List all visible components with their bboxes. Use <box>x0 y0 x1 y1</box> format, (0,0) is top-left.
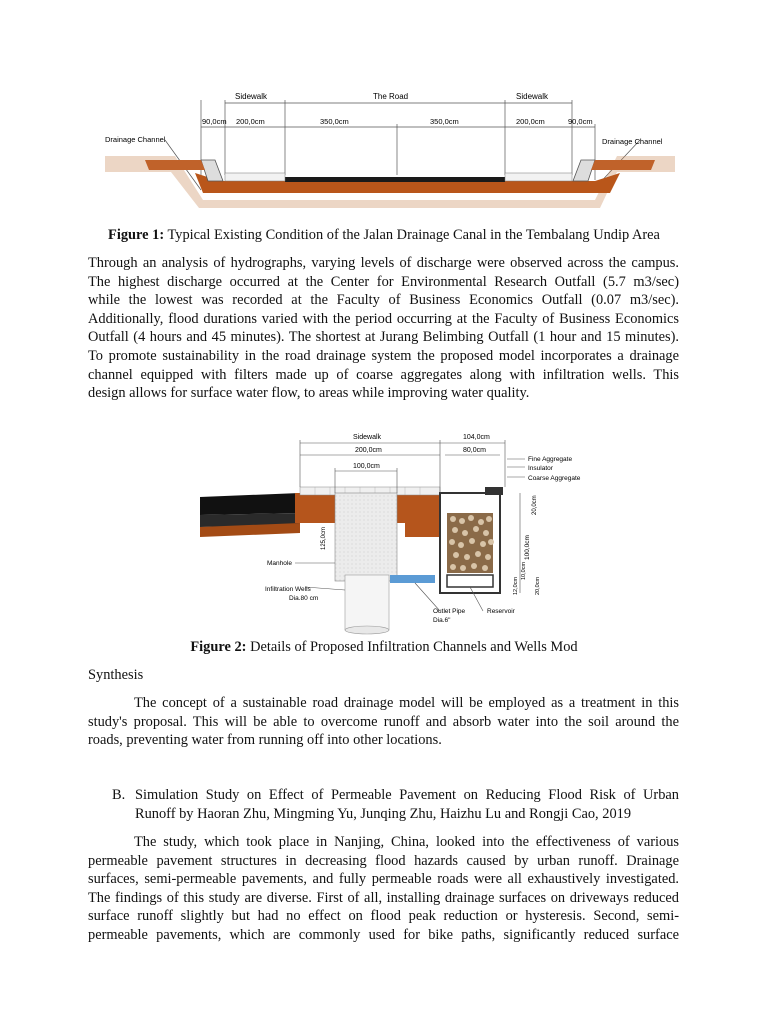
paragraph-line: while the lowest was recorded at the Faculty of Business Economics Outfall (0.07 m3/sec). <box>88 292 679 309</box>
paragraph-3 <box>88 833 679 945</box>
fig1-label-drainage-right: Drainage Channel <box>602 137 663 146</box>
figure-2-caption <box>88 639 680 656</box>
fig1-dim-90-left: 90,0cm <box>202 117 227 126</box>
fig2-dim-80: 80,0cm <box>463 447 486 454</box>
fig2-label-pipe-dia: Dia.6" <box>433 617 451 624</box>
fig2-label-insulator: Insulator <box>528 465 553 472</box>
paragraph-line: Through an analysis of hydrographs, varying levels of discharge were observed across the campus. <box>88 255 679 271</box>
paragraph-2 <box>88 694 679 750</box>
paragraph-line: surfaces, semi-permeable pavements, and fully permeable roads were all exhaustively investigated. <box>88 871 679 888</box>
fig2-dim-100: 100,0cm <box>353 463 380 470</box>
paragraph-line: The concept of a sustainable road drainage model will be employed as a treatment in this <box>134 695 679 711</box>
figure-2-caption-text: Details of Proposed Infiltration Channels and Wells Mod <box>246 639 578 655</box>
paragraph-line: surface runoff slightly but had no effect on flood peak reduction or hysteresis. Second, semi- <box>88 908 679 925</box>
synthesis-heading: Synthesis <box>88 667 144 683</box>
section-b-line: Simulation Study on Effect of Permeable Pavement on Reducing Flood Risk of Urban <box>135 787 679 803</box>
fig2-label-reservoir: Reservoir <box>487 608 515 615</box>
paragraph-line: The study, which took place in Nanjing, China, looked into the effectiveness of various <box>134 834 679 850</box>
paragraph-line: The highest discharge occurred at the Center for Environmental Research Outfall (5.7 m3/sec) <box>88 273 679 290</box>
fig2-dim-200: 200,0cm <box>355 447 382 454</box>
fig2-dim-20: 20,0cm <box>532 495 538 515</box>
fig2-dim-100v: 100,0cm <box>524 535 531 560</box>
fig1-dim-350-right: 350,0cm <box>430 117 459 126</box>
fig2-label-coarse-aggregate: Coarse Aggregate <box>528 475 581 482</box>
paragraph-line: The findings of this study are diverse. First of all, installing drainage surfaces on driveways reduced <box>88 889 679 906</box>
figure-2-infiltration-detail <box>195 415 615 635</box>
paragraph-line: permeable pavement structures in decreasing flood hazards caused by urban runoff. Drainage <box>88 852 679 869</box>
fig1-label-road: The Road <box>373 92 409 101</box>
fig2-label-outlet-pipe: Outlet Pipe <box>433 608 466 615</box>
fig1-dim-90-right: 90,0cm <box>568 117 593 126</box>
fig2-label-manhole: Manhole <box>267 560 292 567</box>
fig2-label-infiltration-wells: Infiltration Wells <box>265 586 311 593</box>
section-b-marker: B. <box>112 787 126 803</box>
figure-2-caption-label: Figure 2: <box>190 639 247 655</box>
figure-1-caption <box>88 227 680 244</box>
figure-1-caption-label: Figure 1: <box>108 227 165 243</box>
fig2-dim-10: 10,0cm <box>521 561 527 580</box>
paragraph-line: channel equipped with filters made up of coarse aggregates along with infiltration wells. This <box>88 366 679 383</box>
paragraph-line: roads, preventing water from running off into other locations. <box>88 732 442 749</box>
fig2-label-well-dia: Dia.80 cm <box>289 595 319 602</box>
figure-1-cross-section <box>105 80 675 230</box>
paragraph-line: permeable pavements, which are commonly used for bike paths, significantly reduced surface <box>88 926 679 943</box>
fig2-label-sidewalk: Sidewalk <box>353 434 382 441</box>
paragraph-line: design allows for surface water flow, to areas while improving water quality. <box>88 385 530 402</box>
fig1-label-sidewalk-right: Sidewalk <box>516 92 549 101</box>
paragraph-line: Additionally, flood durations varied with the period occurring at the Faculty of Business Economics <box>88 310 679 327</box>
fig1-dim-350-left: 350,0cm <box>320 117 349 126</box>
fig1-label-sidewalk-left: Sidewalk <box>235 92 268 101</box>
fig2-dim-20b: 20,0cm <box>535 576 541 595</box>
paragraph-line: To promote sustainability in the road drainage system the proposed model incorporates a drainage <box>88 347 679 364</box>
paragraph-line: Outfall (4 hours and 45 minutes). The shortest at Jurang Belimbing Outfall (1 hour and 15 minutes). <box>88 329 679 346</box>
fig2-dim-12: 12,0cm <box>513 576 519 595</box>
fig2-dim-125: 125,0cm <box>321 526 327 550</box>
fig1-dim-200-right: 200,0cm <box>516 117 545 126</box>
paragraph-line: study's proposal. This will be able to overcome runoff and absorb water into the soil around the <box>88 713 679 730</box>
fig1-label-drainage-left: Drainage Channel <box>105 135 166 144</box>
paragraph-1 <box>88 254 679 403</box>
fig2-label-fine-aggregate: Fine Aggregate <box>528 456 573 463</box>
fig2-dim-104: 104,0cm <box>463 434 490 441</box>
fig1-dim-200-left: 200,0cm <box>236 117 265 126</box>
section-b-line: Runoff by Haoran Zhu, Mingming Yu, Junqing Zhu, Haizhu Lu and Rongji Cao, 2019 <box>135 805 632 822</box>
figure-1-caption-text: Typical Existing Condition of the Jalan Drainage Canal in the Tembalang Undip Area <box>164 227 660 243</box>
